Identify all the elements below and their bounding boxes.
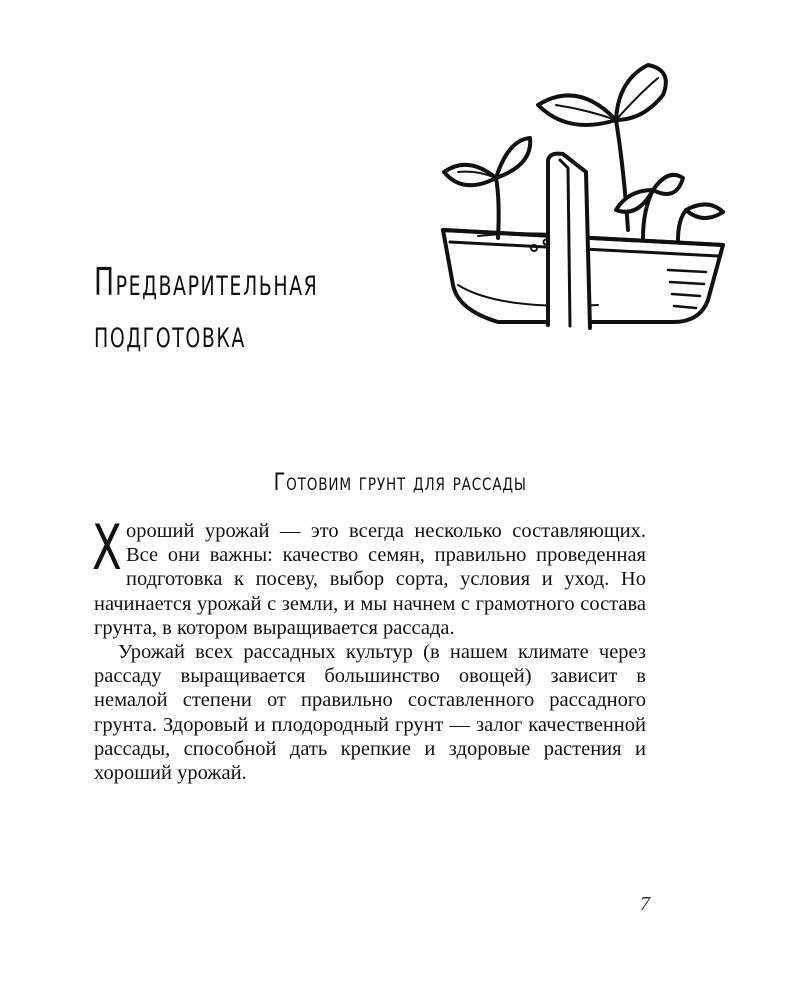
drop-cap: Х (92, 511, 122, 584)
paragraph-2: Урожай всех рассадных культур (в нашем климате через рассаду выращивается большинство овощей) зависит в немалой степени от правильно составленного рассадного грунта. Здоровый и плодородный грунт — залог качественной рассады, способной дать крепкие и здоровые растения и хороший урожай. (94, 641, 646, 785)
paragraph-1 (92, 511, 646, 640)
chapter-title-line1: Предварительная (94, 260, 319, 304)
section-title-text: Готовим грунт для рассады (273, 468, 527, 496)
chapter-title (94, 256, 359, 360)
chapter-title-line2: подготовка (94, 312, 246, 356)
body-text (92, 511, 646, 785)
paragraph-1-text: ороший урожай — это всегда несколько составляющих. Все они важны: качество семян, правильно проведенная подготовка к посеву, выбор сорта, условия и уход. Но начинается урожай с земли, и мы начнем с грамотного состава грунта, в котором выращивается рассада. (94, 520, 646, 639)
seedling-basket-icon (438, 60, 738, 340)
section-title (0, 468, 800, 496)
page-number: 7 (640, 893, 650, 915)
